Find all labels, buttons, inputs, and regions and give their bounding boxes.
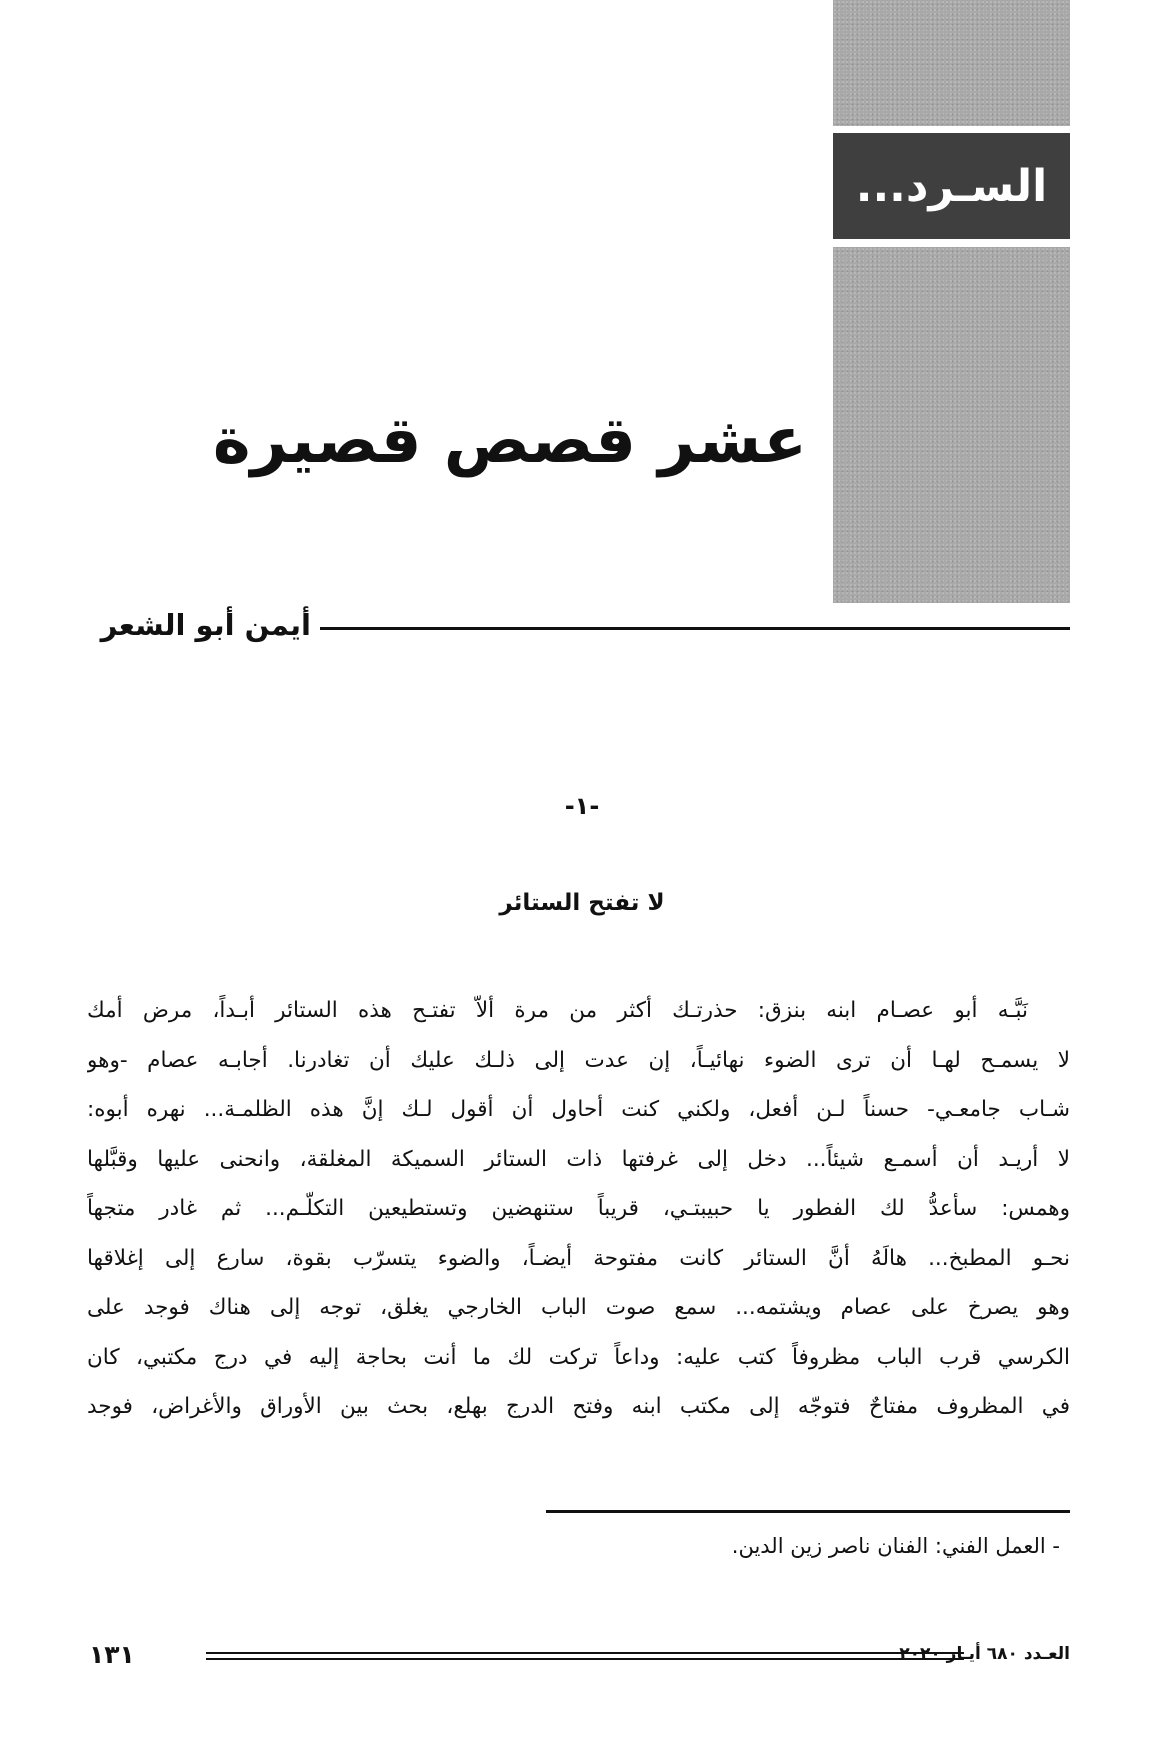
author-name: أيمن أبو الشعر [100, 608, 311, 642]
body-line: الكرسي قرب الباب مظروفاً كتب عليه: وداعاً تركت لك ما أنت بحاجة إليه في درج مكتبي، كان [87, 1344, 1070, 1370]
decorative-gray-block-bottom [833, 247, 1070, 603]
body-line: وهمس: سأعدُّ لك الفطور يا حبيبتـي، قريباً ستنهضين وتستطيعين التكلّـم... ثم غادر متجهاً [87, 1196, 1070, 1221]
body-line: لا يسمـح لهـا أن ترى الضوء نهائيـاً، إن عدت إلى ذلـك عليك أن تغادرنا. أجابـه عصام -وهو [87, 1047, 1070, 1073]
body-line: لا أريـد أن أسمـع شيئاً... دخل إلى غرفتها ذات الستائر السميكة المغلقة، وانحنى عليها وقبَّلها [87, 1146, 1070, 1172]
section-label: السـرد... [833, 133, 1070, 239]
footnote-divider [546, 1510, 1070, 1513]
author-divider [320, 627, 1070, 630]
story-title: لا تفتح الستائر [499, 890, 665, 916]
story-number: -١- [564, 792, 600, 820]
body-line: نحـو المطبخ... هالَهُ أنَّ الستائر كانت مفتوحة أيضـاً، والضوء يتسرّب بقوة، سارع إلى إغلاقها [87, 1245, 1070, 1271]
footer-divider [206, 1652, 964, 1654]
decorative-gray-block-top [833, 0, 1070, 126]
issue-info: العـدد ٦٨٠ أيـار ٢٠٢٠ [899, 1644, 1070, 1664]
article-title: عشر قصص قصيرة [212, 404, 807, 478]
body-line: في المظروف مفتاحٌ فتوجّه إلى مكتب ابنه وفتح الدرج بهلع، بحث بين الأوراق والأغراض، فوجد [87, 1394, 1070, 1419]
page-number: ١٣١ [89, 1640, 135, 1669]
body-line: وهو يصرخ على عصام ويشتمه... سمع صوت الباب الخارجي يغلق، توجه إلى هناك فوجد على [87, 1295, 1070, 1320]
footnote: - العمل الفني: الفنان ناصر زين الدين. [731, 1534, 1060, 1558]
body-line: شـاب جامعـي- حسناً لـن أفعل، ولكني كنت أحاول أن أقول لـك إنَّ هذه الظلمـة... نهره أبوه: [87, 1097, 1070, 1122]
body-line: نَبَّـه أبو عصـام ابنه بنزق: حذرتـك أكثر من مرة ألاّ تفتـح هذه الستائر أبـداً، مرض أمك [87, 998, 1028, 1023]
footer-divider [206, 1658, 964, 1660]
story-body [87, 986, 1070, 1432]
